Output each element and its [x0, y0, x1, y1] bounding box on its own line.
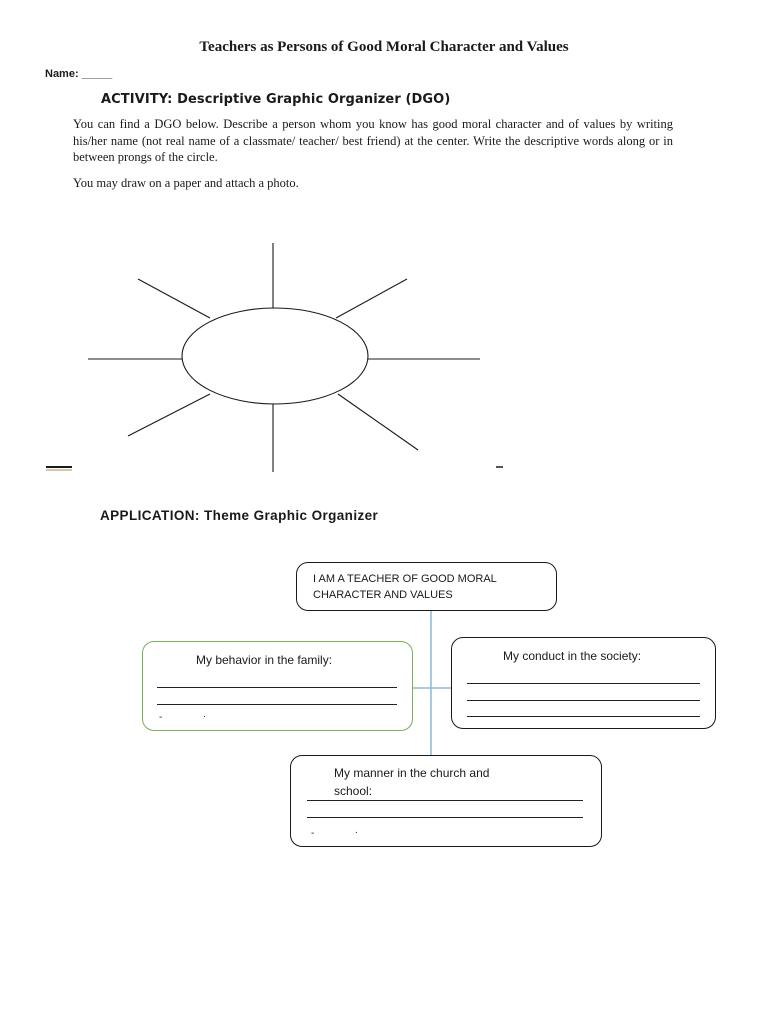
church-school-box — [290, 755, 602, 847]
theme-center-box — [296, 562, 557, 611]
church-box-label-line2: school: — [334, 784, 373, 798]
answer-line — [157, 704, 397, 705]
answer-line — [307, 817, 583, 818]
dash-mark: - — [311, 828, 315, 839]
family-box-label: My behavior in the family: — [196, 653, 333, 667]
dash-mark: - — [159, 712, 163, 723]
photo-note: You may draw on a paper and attach a photo. — [73, 176, 299, 190]
family-box — [142, 641, 413, 731]
application-heading: APPLICATION: Theme Graphic Organizer — [100, 508, 379, 523]
answer-line — [157, 687, 397, 688]
society-box-label: My conduct in the society: — [503, 649, 642, 663]
answer-line — [467, 716, 700, 717]
activity-instructions: You can find a DGO below. Describe a person whom you know has good moral character and of values by writing his/her name (not real name of a classmate/ teacher/ best friend) at the center. Write the descriptive words along or in between prongs of the circle. — [73, 117, 673, 164]
activity-heading: ACTIVITY: Descriptive Graphic Organizer (DGO) — [101, 92, 451, 107]
name-field: Name: _____ — [45, 68, 113, 80]
church-box-label-line1: My manner in the church and — [334, 766, 490, 780]
page-title: Teachers as Persons of Good Moral Character and Values — [199, 39, 569, 55]
answer-line — [467, 700, 700, 701]
dot-mark: . — [203, 709, 206, 720]
dot-mark: . — [355, 825, 358, 836]
theme-center-text: I AM A TEACHER OF GOOD MORAL CHARACTER AND VALUES — [313, 573, 497, 601]
society-box — [451, 637, 716, 729]
answer-line — [467, 683, 700, 684]
answer-line — [307, 800, 583, 801]
